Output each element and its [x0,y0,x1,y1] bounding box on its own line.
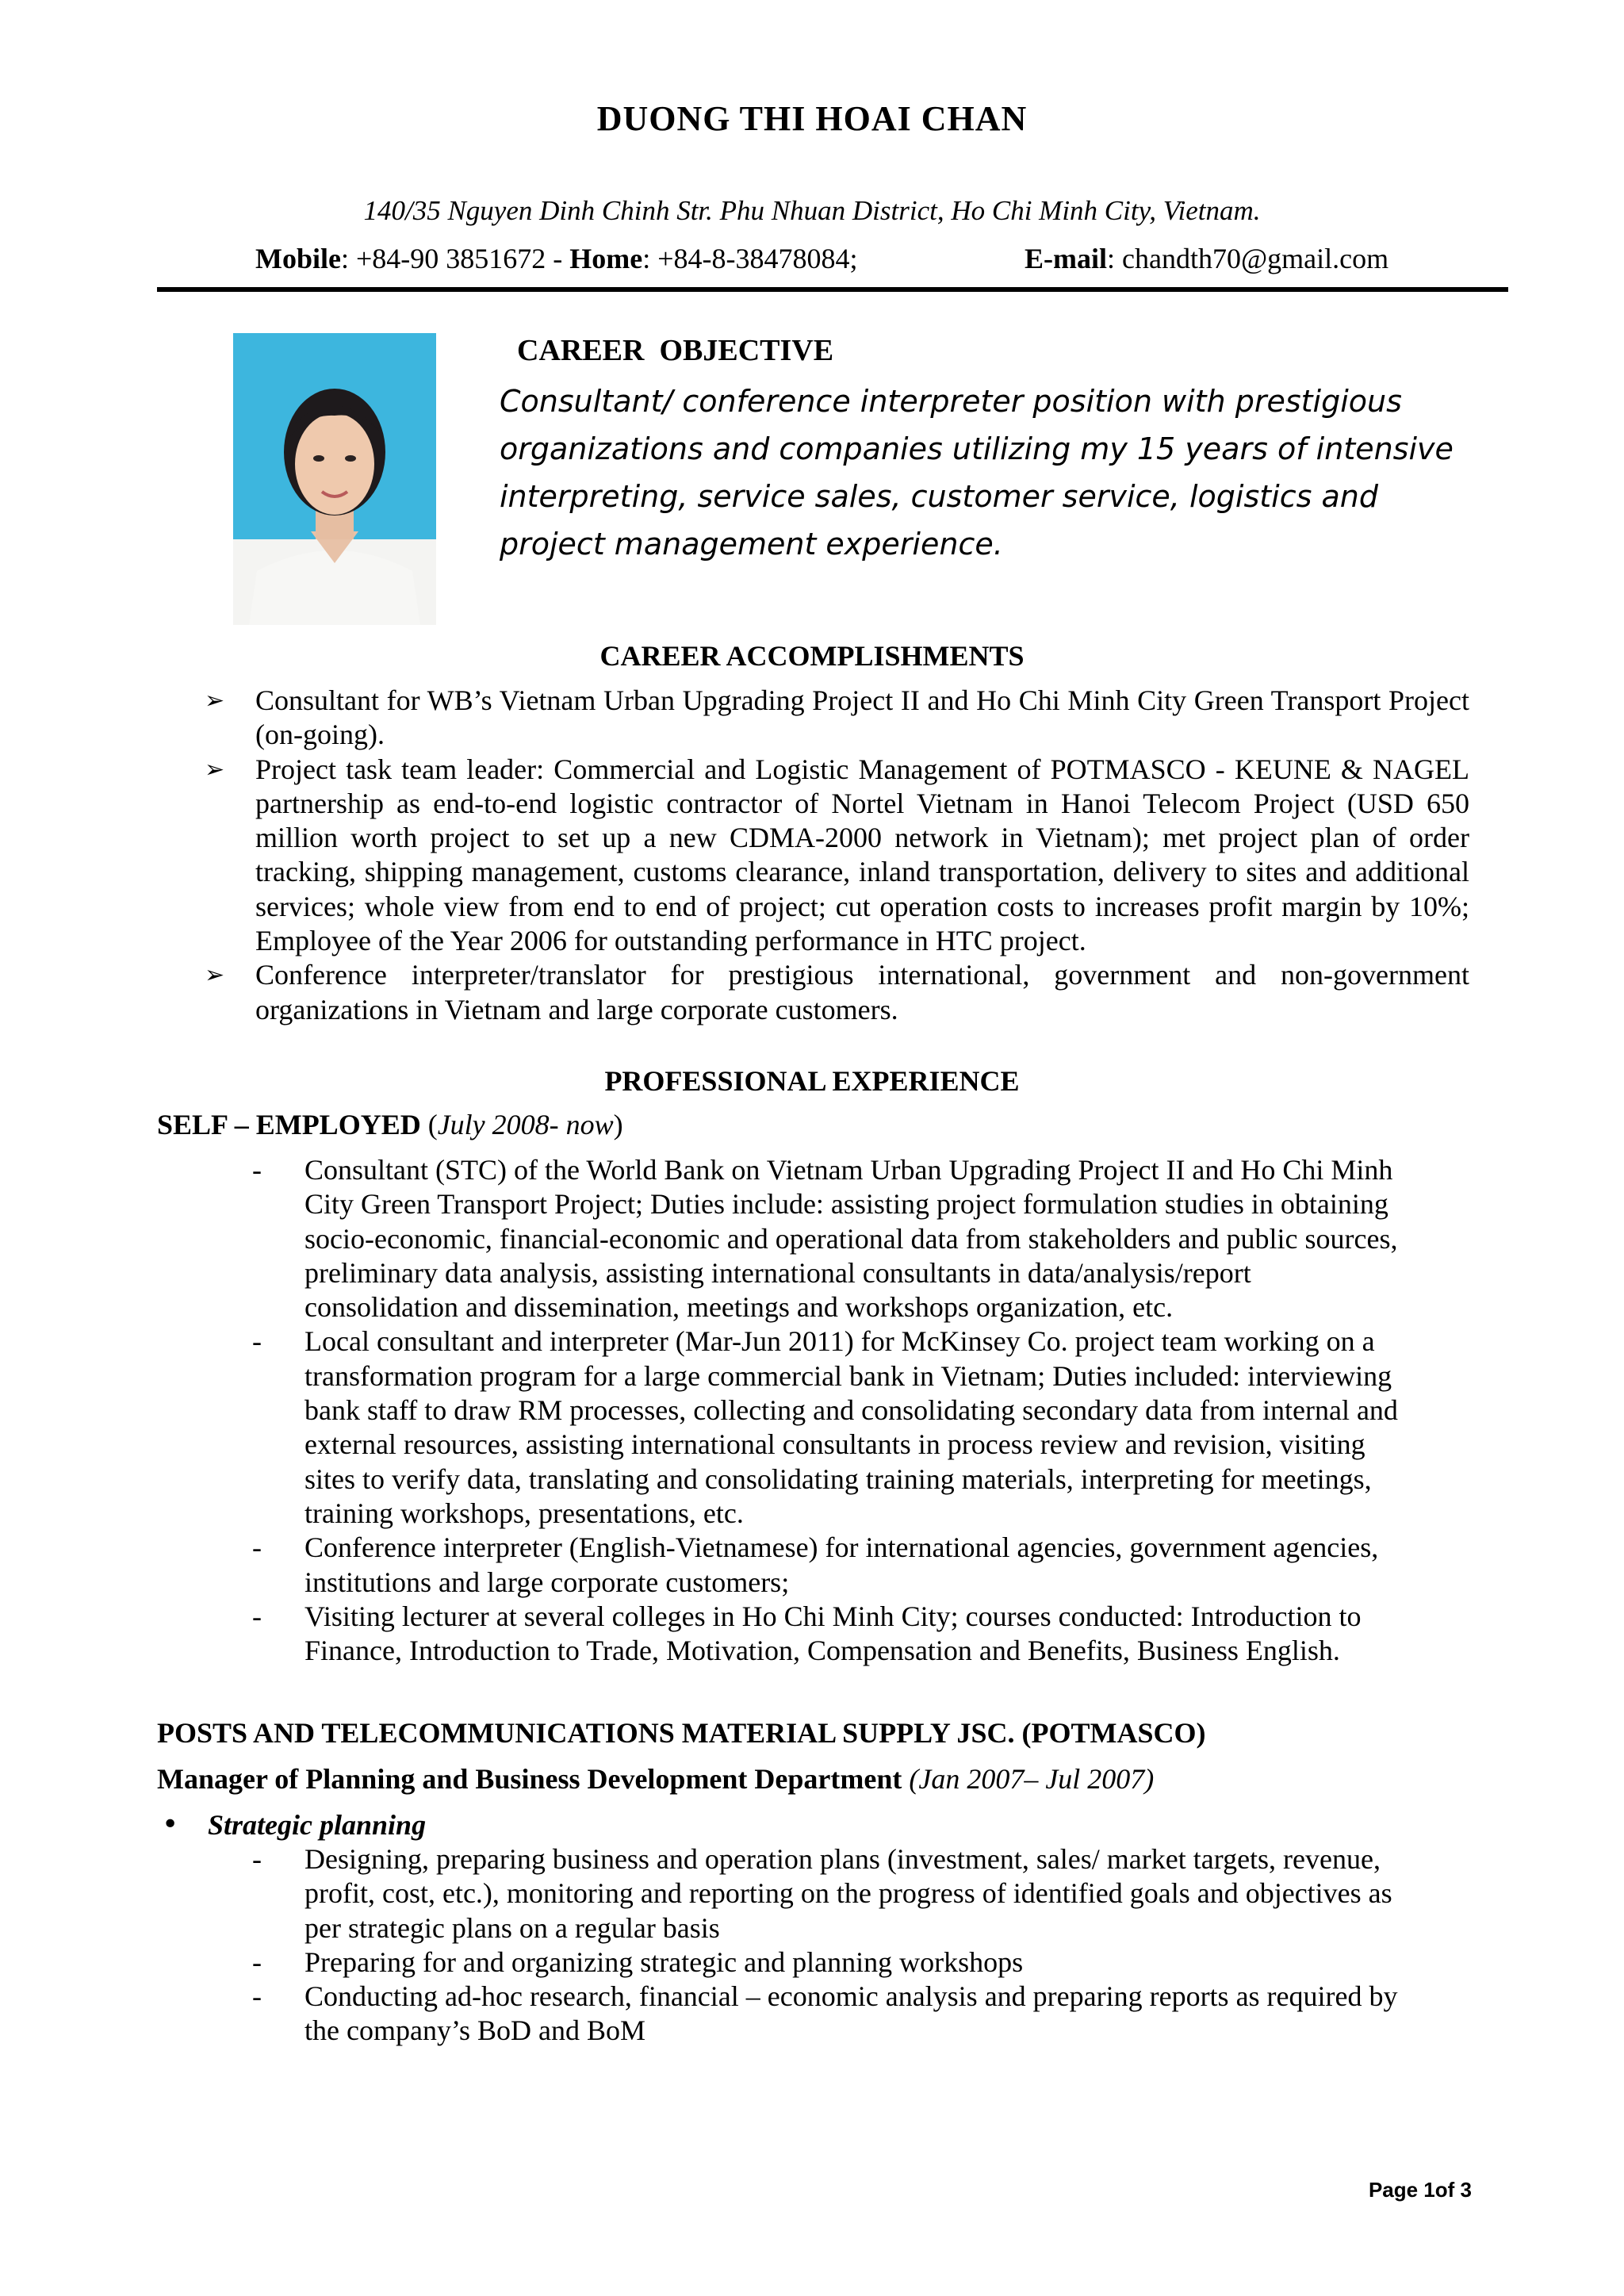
duty-line: bank staff to draw RM processes, collecting and consolidating secondary data from internal and [304,1394,1398,1427]
accomplishment-text: Conference interpreter/translator for prestigious international, government and non-government organizations in Vietnam and large corporate customers. [255,959,1469,1025]
duty-line: training workshops, presentations, etc. [304,1497,744,1529]
dash-marker: - [252,1531,262,1564]
contact-line [255,242,1413,275]
accomplishments-list [205,684,1469,1027]
duty-line: sites to verify data, translating and consolidating training materials, interpreting for meetings, [304,1462,1372,1495]
email-block [1025,242,1388,275]
duty-item [252,1600,1489,1669]
potmasco-company-heading: POSTS AND TELECOMMUNICATIONS MATERIAL SUPPLY JSC. (POTMASCO) [157,1717,1206,1749]
email-label: E-mail [1025,243,1107,274]
objective-line: Consultant/ conference interpreter position with prestigious [500,384,1402,419]
duty-line: Preparing for and organizing strategic and planning workshops [304,1945,1024,1978]
header-divider [157,287,1508,292]
objective-line: project management experience. [500,527,1003,562]
duty-item [252,1842,1489,1945]
accomplishment-text: Project task team leader: Commercial and Logistic Management of POTMASCO - KEUNE & NAGEL partnership as end-to-end logistic contractor of Nortel Vietnam in Hanoi Telecom Project (USD 650 million worth project to set up a new CDMA-2000 network in Vietnam); met project plan of order tracking, shipping management, customs clearance, inland transportation, delivery to sites and additional services; whole view from end to end of project; cut operation costs to increases profit margin by 10%; Employee of the Year 2006 for outstanding performance in HTC project. [255,753,1469,957]
accomplishment-text: Consultant for WB’s Vietnam Urban Upgrading Project II and Ho Chi Minh City Green Transport Project (on-going). [255,684,1469,751]
page-number: Page 1of 3 [1368,2178,1472,2202]
duty-line: institutions and large corporate customers; [304,1566,790,1598]
duty-line: Conference interpreter (English-Vietnamese) for international agencies, government agencies, [304,1531,1379,1564]
duty-item [252,1945,1489,1980]
potmasco-duties [252,1842,1489,2049]
duty-line: per strategic plans on a regular basis [304,1911,720,1944]
duty-line: socio-economic, financial-economic and operational data from stakeholders and public sources, [304,1222,1398,1255]
duty-line: Consultant (STC) of the World Bank on Vietnam Urban Upgrading Project II and Ho Chi Minh [304,1154,1393,1186]
accomplishment-item [205,958,1469,1027]
employer-name: SELF – EMPLOYED [157,1109,421,1140]
home-label: Home [569,243,643,274]
role-title: Manager of Planning and Business Development Department [157,1763,902,1795]
objective-line: interpreting, service sales, customer service, logistics and [500,479,1378,514]
duty-line: transformation program for a large commercial bank in Vietnam; Duties included: interviewing [304,1359,1392,1392]
duty-line: Conducting ad-hoc research, financial – economic analysis and preparing reports as required by [304,1980,1398,2013]
professional-experience-heading: PROFESSIONAL EXPERIENCE [604,1065,1020,1097]
duty-line: the company’s BoD and BoM [304,2014,645,2047]
role-dates: (Jan 2007– Jul 2007) [902,1763,1155,1795]
address-line: 140/35 Nguyen Dinh Chinh Str. Phu Nhuan District, Ho Chi Minh City, Vietnam. [363,195,1261,226]
mobile-label: Mobile [255,243,341,274]
dash-marker: - [252,1600,262,1632]
mobile-value: : +84-90 3851672 - [340,243,570,274]
arrow-bullet-icon: ➢ [205,755,225,784]
dash-marker: - [252,1154,262,1186]
profile-photo-image [233,333,436,625]
duty-line: preliminary data analysis, assisting international consultants in data/analysis/report [304,1256,1251,1289]
dash-marker: - [252,1843,262,1875]
employment-dates: July 2008- now [437,1109,614,1140]
candidate-name: DUONG THI HOAI CHAN [596,99,1028,138]
paren-close: ) [613,1109,623,1140]
email-value: : chandth70@gmail.com [1107,243,1389,274]
dash-marker: - [252,1980,262,2013]
duty-item [252,1153,1489,1324]
duty-item [252,1531,1489,1600]
home-value: : +84-8-38478084; [642,243,858,274]
arrow-bullet-icon: ➢ [205,961,225,990]
dash-marker: - [252,1945,262,1978]
duty-line: Finance, Introduction to Trade, Motivation, Compensation and Benefits, Business English. [304,1635,1340,1667]
dash-marker: - [252,1325,262,1358]
career-accomplishments-heading: CAREER ACCOMPLISHMENTS [599,640,1025,672]
duty-item [252,1980,1489,2049]
duty-line: Designing, preparing business and operation plans (investment, sales/ market targets, revenue, [304,1843,1381,1875]
duty-line: profit, cost, etc.), monitoring and reporting on the progress of identified goals and objectives as [304,1877,1392,1910]
duty-line: consolidation and dissemination, meetings and workshops organization, etc. [304,1291,1174,1324]
self-employed-duties [252,1153,1489,1668]
profile-photo [233,333,436,625]
accomplishment-item [205,753,1469,959]
paren-open: ( [420,1109,438,1140]
career-objective-text [500,378,1530,568]
career-objective-heading: CAREER OBJECTIVE [517,334,834,367]
accomplishment-item [205,684,1469,753]
duty-line: external resources, assisting international consultants in process review and revision, visiting [304,1428,1365,1461]
potmasco-role-heading [157,1762,1154,1796]
duty-line: Local consultant and interpreter (Mar-Jun 2011) for McKinsey Co. project team working on a [304,1325,1375,1358]
self-employed-heading [157,1108,623,1141]
bullet-dot-icon: • [162,1808,179,1841]
duty-line: Visiting lecturer at several colleges in Ho Chi Minh City; courses conducted: Introduction to [304,1600,1362,1632]
area-label: Strategic planning [208,1809,427,1841]
duty-line: City Green Transport Project; Duties include: assisting project formulation studies in obtaining [304,1188,1388,1221]
objective-line: organizations and companies utilizing my 15 years of intensive [500,431,1454,466]
arrow-bullet-icon: ➢ [205,687,225,715]
duty-item [252,1324,1489,1531]
